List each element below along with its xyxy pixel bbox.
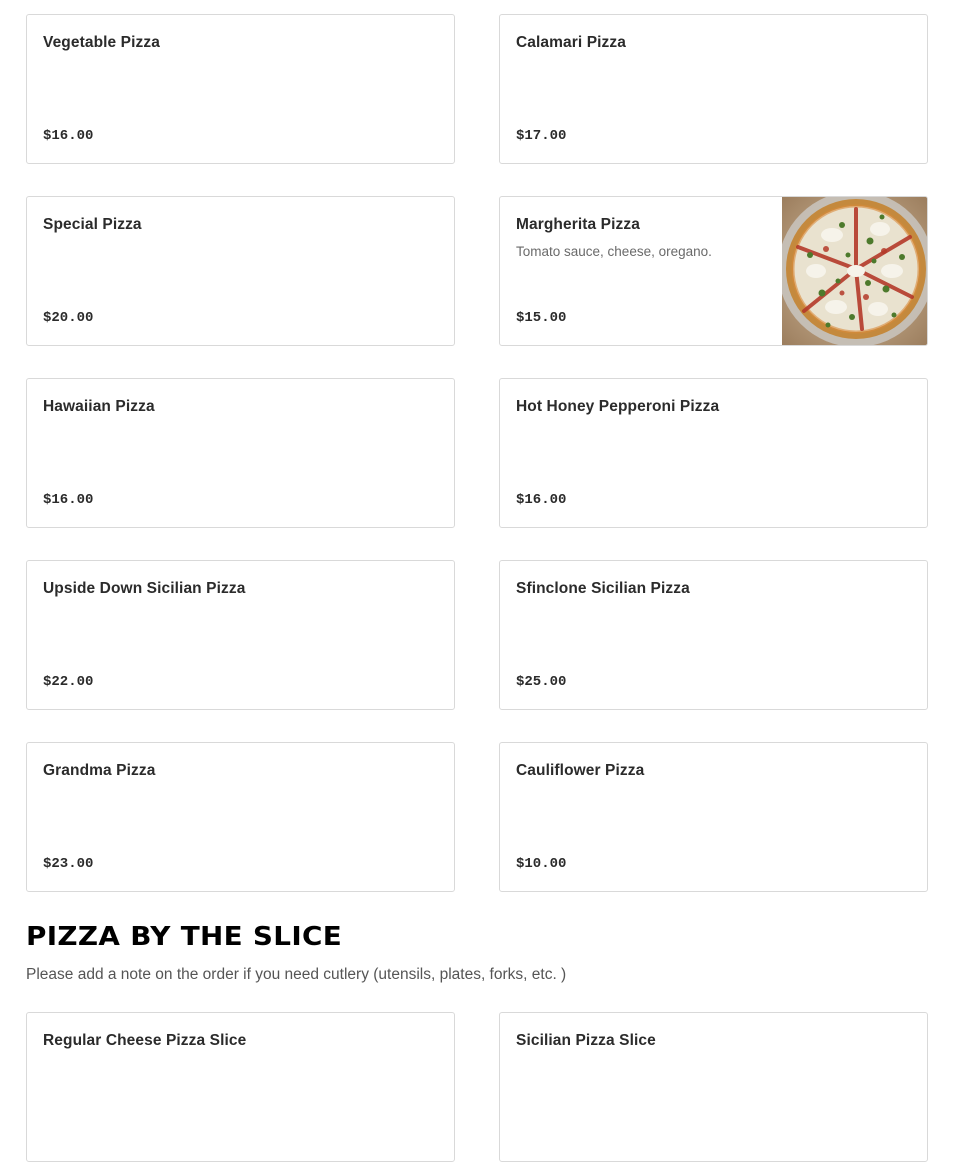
menu-item-name: Upside Down Sicilian Pizza [43,580,246,597]
slice-items-grid [26,1012,928,1162]
menu-item-card[interactable] [26,1012,455,1162]
menu-item-name: Cauliflower Pizza [516,762,645,779]
menu-item-card[interactable] [499,742,928,892]
menu-item-card[interactable] [26,14,455,164]
menu-item-price: $17.00 [516,128,567,144]
menu-item-card[interactable] [499,1012,928,1162]
menu-item-card[interactable] [26,742,455,892]
menu-item-name: Vegetable Pizza [43,34,160,51]
menu-item-name: Hot Honey Pepperoni Pizza [516,398,720,415]
section-note: Please add a note on the order if you need cutlery (utensils, plates, forks, etc. ) [26,966,567,983]
menu-item-name: Sfinclone Sicilian Pizza [516,580,690,597]
menu-item-card[interactable] [499,378,928,528]
menu-items-grid [26,14,928,892]
menu-item-price: $23.00 [43,856,94,872]
menu-item-name: Hawaiian Pizza [43,398,155,415]
menu-item-card[interactable] [499,14,928,164]
menu-item-price: $10.00 [516,856,567,872]
menu-item-name: Regular Cheese Pizza Slice [43,1032,247,1049]
menu-item-name: Grandma Pizza [43,762,156,779]
menu-item-price: $25.00 [516,674,567,690]
menu-item-name: Sicilian Pizza Slice [516,1032,656,1049]
menu-item-name: Special Pizza [43,216,142,233]
menu-item-price: $20.00 [43,310,94,326]
menu-item-card[interactable] [26,378,455,528]
menu-item-card[interactable] [499,560,928,710]
menu-item-price: $16.00 [43,492,94,508]
menu-item-card[interactable] [499,196,928,346]
menu-item-card[interactable] [26,196,455,346]
menu-item-price: $16.00 [516,492,567,508]
menu-item-price: $16.00 [43,128,94,144]
menu-item-name: Calamari Pizza [516,34,626,51]
menu-item-description: Tomato sauce, cheese, oregano. [516,244,712,259]
menu-item-name: Margherita Pizza [516,216,640,233]
section-title: PIZZA BY THE SLICE [26,922,343,952]
menu-item-card[interactable] [26,560,455,710]
pizza-photo [782,197,927,345]
menu-item-price: $15.00 [516,310,567,326]
menu-item-price: $22.00 [43,674,94,690]
